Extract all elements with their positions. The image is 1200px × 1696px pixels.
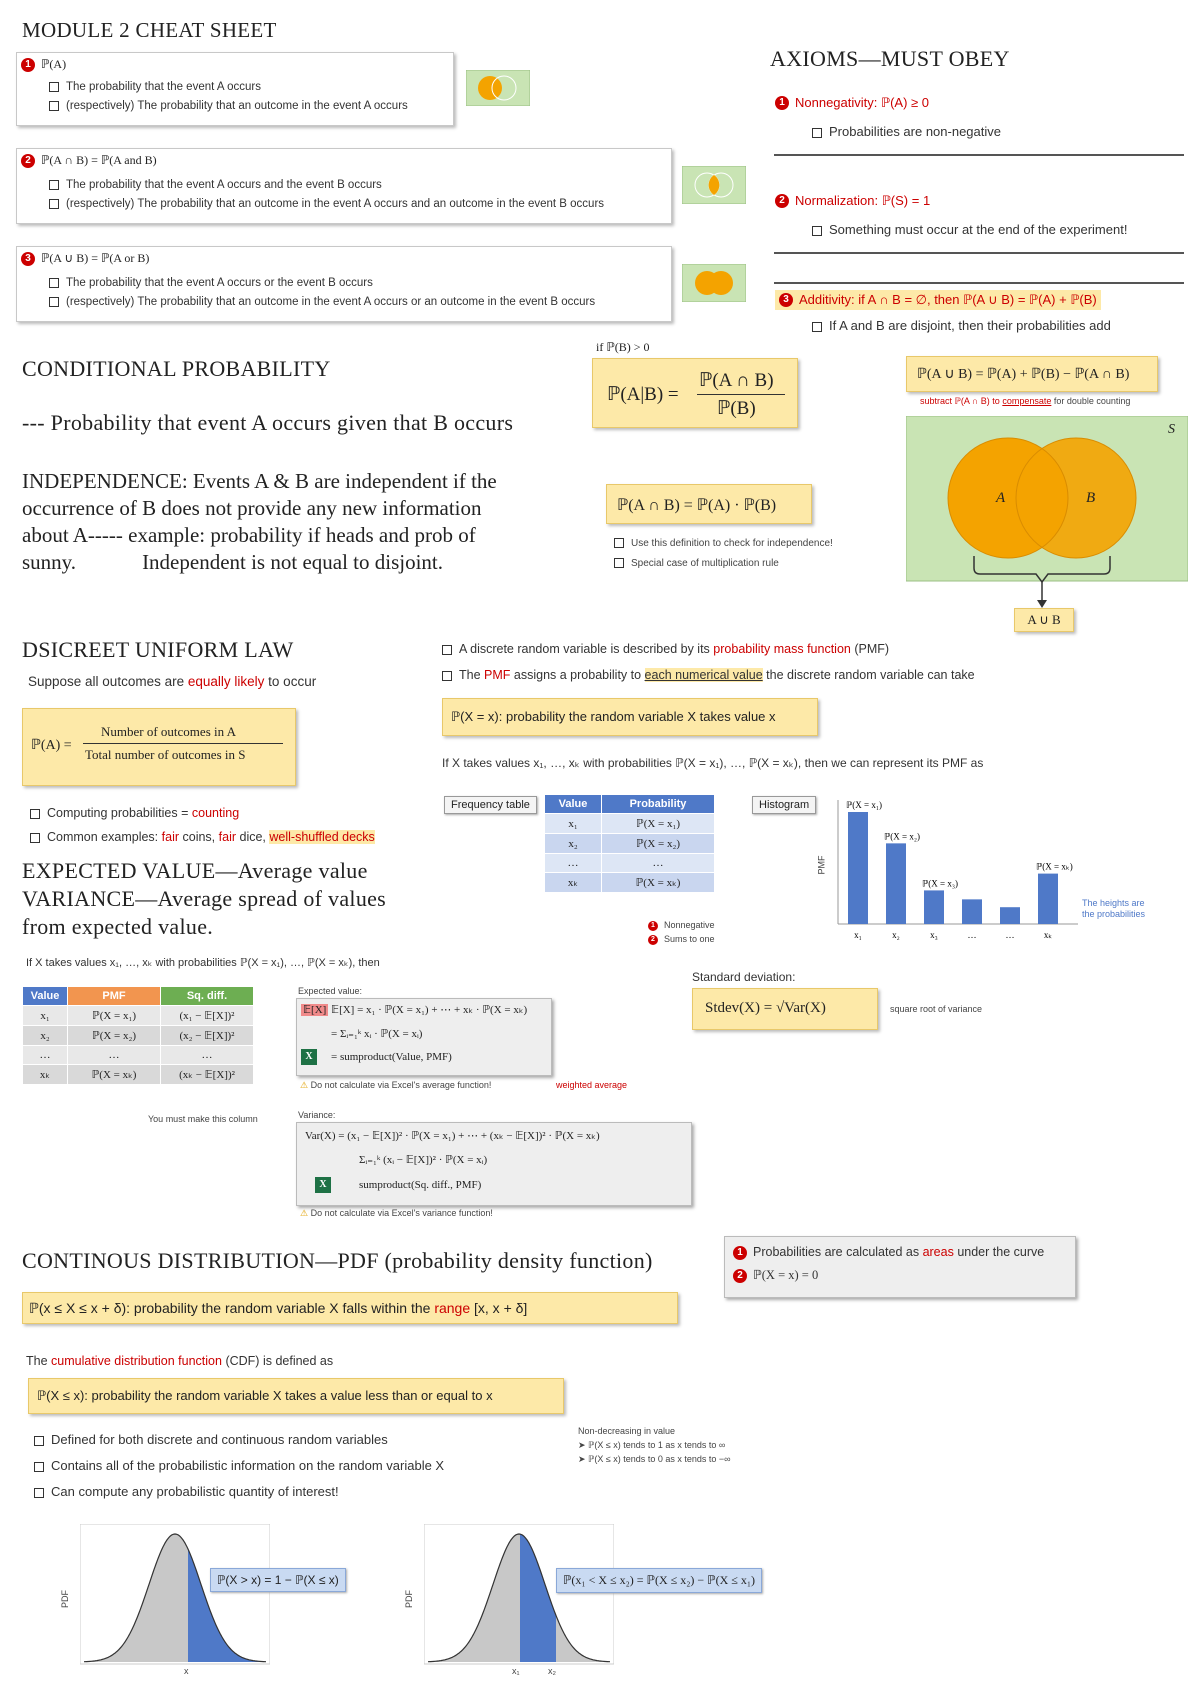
uniform-sub: Suppose all outcomes are equally likely to occur: [28, 674, 317, 689]
checkbox-icon: [812, 128, 822, 138]
histogram-tick-label: x₃: [930, 930, 938, 940]
cdf-side-note-2: ℙ(X ≤ x) tends to 1 as x tends to ∞: [588, 1440, 726, 1450]
formula-denominator: Total number of outcomes in S: [85, 747, 246, 762]
number-badge: 2: [733, 1269, 747, 1283]
ev-box: 𝔼[X] 𝔼[X] = x₁ · ℙ(X = x₁) + ⋯ + xₖ · ℙ(X = xₖ) = Σᵢ₌₁ᵏ xᵢ · ℙ(X = xᵢ) X = sumproduct(Value, PMF): [296, 998, 552, 1076]
sd-label: Standard deviation:: [692, 970, 796, 984]
table-row: x₂ ℙ(X = x₂) (x₂ − 𝔼[X])²: [23, 1026, 254, 1046]
variance-heading: VARIANCE—Average spread of values: [22, 886, 387, 911]
notation-line: (respectively) The probability that an outcome in the event A occurs or an outcome in the event B occurs: [66, 296, 596, 308]
cdf-formula-box: [28, 1378, 564, 1414]
cdf-intro: The cumulative distribution function (CDF) is defined as: [26, 1354, 334, 1368]
pdf-curve-1: [80, 1524, 270, 1674]
table-row: x₁ ℙ(X = x₁): [545, 814, 715, 834]
table-row: xₖ ℙ(X = xₖ): [545, 873, 715, 893]
checkbox-icon: [442, 671, 452, 681]
histogram-tick-label: …: [967, 930, 977, 940]
histogram-bar-label: ℙ(X = x₂): [884, 831, 921, 842]
table-row: x₂ ℙ(X = x₂): [545, 834, 715, 854]
number-badge: 3: [21, 252, 35, 266]
checkbox-icon: [812, 226, 822, 236]
notation-head: ℙ(A ∪ B) = ℙ(A or B): [41, 251, 150, 265]
number-badge: 2: [648, 935, 658, 945]
number-badge: 1: [733, 1246, 747, 1260]
histogram-bar: [1038, 874, 1058, 924]
curve2-formula: ℙ(x₁ < X ≤ x₂) = ℙ(X ≤ x₂) − ℙ(X ≤ x₁): [556, 1568, 762, 1593]
table-row: … …: [545, 854, 715, 873]
axiom-text: If A and B are disjoint, then their probabilities add: [829, 318, 1111, 333]
pdf-y-label: PDF: [404, 1590, 414, 1608]
checkbox-icon: [34, 1462, 44, 1472]
formula-numerator: ℙ(A ∩ B): [699, 370, 774, 391]
formula-numerator: Number of outcomes in A: [101, 724, 237, 739]
curve1-formula: ℙ(X > x) = 1 − ℙ(X ≤ x): [210, 1568, 346, 1592]
ev-formula-1: 𝔼[X] = x₁ · ℙ(X = x₁) + ⋯ + xₖ · ℙ(X = xₖ): [331, 1004, 528, 1016]
venn-and-icon: [682, 166, 746, 204]
number-badge: 1: [775, 96, 789, 110]
checkbox-icon: [30, 833, 40, 843]
formula-denominator: ℙ(B): [717, 398, 756, 419]
var-box: [296, 1122, 692, 1206]
checkbox-icon: [49, 101, 59, 111]
notation-line: (respectively) The probability that an outcome in the event A occurs and an outcome in the event B occurs: [66, 198, 605, 210]
expected-intro: If X takes values x₁, …, xₖ with probabilities ℙ(X = x₁), …, ℙ(X = xₖ), then: [26, 957, 380, 969]
independence-formula-box: [606, 484, 812, 524]
venn-or-icon: [682, 264, 746, 302]
number-badge: 3: [779, 293, 793, 307]
curve2-x-tick-1: x₁: [512, 1666, 520, 1676]
table-row: … … …: [23, 1046, 254, 1065]
table-row: x₁ ℙ(X = x₁) (x₁ − 𝔼[X])²: [23, 1006, 254, 1026]
independence-text: INDEPENDENCE: Events A & B are independent if the occurrence of B does not provide any new information about A----- example: probability if heads and prob of sunny. Independent is not equal to disjoint.: [22, 469, 497, 574]
axiom-text: Probabilities are non-negative: [829, 124, 1001, 139]
cdf-side-note-1: Non-decreasing in value: [578, 1426, 676, 1436]
checkbox-icon: [34, 1436, 44, 1446]
var-label: Variance:: [298, 1110, 336, 1120]
histogram-tick-label: xₖ: [1043, 930, 1053, 940]
notation-line: The probability that the event A occurs or the event B occurs: [66, 277, 373, 289]
uniform-heading: DSICREET UNIFORM LAW: [22, 637, 294, 662]
formula-lhs: ℙ(A) =: [31, 738, 72, 753]
histogram-bar: [924, 890, 944, 924]
venn-label-b: B: [1086, 490, 1096, 506]
uniform-formula-box: [22, 708, 296, 786]
notation-head: ℙ(A ∩ B) = ℙ(A and B): [41, 153, 157, 167]
sd-formula: Stdev(X) = √Var(X): [705, 1000, 826, 1016]
checkbox-icon: [49, 199, 59, 209]
expected-table: Value PMF Sq. diff. x₁ ℙ(X = x₁) (x₁ − 𝔼[X])² x₂ ℙ(X = x₂) (x₂ − 𝔼[X])² … … … xₖ ℙ(X = xₖ) (xₖ − 𝔼[X])²: [22, 986, 254, 1085]
union-label-box: A ∪ B: [1014, 608, 1074, 632]
ev-formula-3: = sumproduct(Value, PMF): [331, 1051, 452, 1063]
checkbox-icon: [49, 297, 59, 307]
axiom-title: Normalization: ℙ(S) = 1: [795, 193, 931, 208]
ev-side-note: weighted average: [556, 1080, 628, 1090]
histogram-tick-label: …: [1005, 930, 1015, 940]
var-formula-3: sumproduct(Sq. diff., PMF): [359, 1179, 482, 1191]
union-note: subtract ℙ(A ∩ B) to compensate for double counting: [920, 396, 1131, 406]
checkbox-icon: [49, 82, 59, 92]
continuous-notes-box: 1 Probabilities are calculated as areas under the curve 2 ℙ(X = x) = 0: [724, 1236, 1076, 1298]
pdf-formula-box: ℙ(x ≤ X ≤ x + δ): probability the random variable X falls within the range [x, x + δ]: [22, 1292, 678, 1324]
sd-note: square root of variance: [890, 1004, 983, 1014]
checkbox-icon: [614, 558, 624, 568]
ev-label: Expected value:: [298, 986, 363, 996]
table-row: xₖ ℙ(X = xₖ) (xₖ − 𝔼[X])²: [23, 1065, 254, 1085]
frequency-table: Value Probability x₁ ℙ(X = x₁) x₂ ℙ(X = x₂) … … xₖ ℙ(X = xₖ): [544, 794, 715, 893]
venn-union-diagram: [906, 416, 1188, 636]
page-title: MODULE 2 CHEAT SHEET: [22, 18, 277, 42]
notation-card-3: [16, 246, 672, 322]
checkbox-icon: [34, 1488, 44, 1498]
cdf-side-note-3: ℙ(X ≤ x) tends to 0 as x tends to −∞: [588, 1454, 731, 1464]
warning-icon: ⚠: [300, 1208, 309, 1218]
checkbox-icon: [442, 645, 452, 655]
histogram-bar: [962, 899, 982, 924]
number-badge: 2: [775, 194, 789, 208]
var-formula-1: Var(X) = (x₁ − 𝔼[X])² · ℙ(X = x₁) + ⋯ + (xₖ − 𝔼[X])² · ℙ(X = xₖ): [305, 1130, 600, 1142]
checkbox-icon: [30, 809, 40, 819]
pdf-y-label: PDF: [60, 1590, 70, 1608]
divider: [774, 282, 1184, 284]
pmf-formula: ℙ(X = x): probability the random variable X takes value x: [451, 709, 776, 724]
histogram-y-label: PMF: [816, 855, 827, 875]
conditional-condition: if ℙ(B) > 0: [596, 340, 650, 354]
notation-line: (respectively) The probability that an outcome in the event A occurs: [66, 100, 408, 112]
pmf-formula-box: [442, 698, 818, 736]
warning-icon: ⚠: [300, 1080, 309, 1090]
notation-line: The probability that the event A occurs and the event B occurs: [66, 179, 382, 191]
checkbox-icon: [49, 180, 59, 190]
expected-heading: EXPECTED VALUE—Average value: [22, 858, 368, 883]
histogram-bar: [886, 843, 906, 924]
venn-label-s: S: [1168, 422, 1175, 437]
curve2-x-tick-2: x₂: [548, 1666, 556, 1676]
axioms-heading: AXIOMS—MUST OBEY: [770, 46, 1010, 71]
number-badge: 2: [21, 154, 35, 168]
sd-formula-box: [692, 988, 878, 1030]
conditional-desc: --- Probability that event A occurs given that B occurs: [22, 410, 514, 435]
notation-line: The probability that the event A occurs: [66, 81, 261, 93]
ev-formula-2: = Σᵢ₌₁ᵏ xᵢ · ℙ(X = xᵢ): [331, 1028, 423, 1040]
histogram-tick-label: x₁: [854, 930, 862, 940]
axiom-title: Additivity: if A ∩ B = ∅, then ℙ(A ∪ B) = ℙ(A) + ℙ(B): [799, 292, 1097, 307]
number-badge: 1: [648, 921, 658, 931]
histogram-bar-label: ℙ(X = xₖ): [1036, 861, 1073, 872]
divider: [774, 252, 1184, 254]
variance-heading-cont: from expected value.: [22, 914, 214, 939]
histogram-tick-label: x₂: [892, 930, 900, 940]
conditional-formula-box: [592, 358, 798, 428]
histogram-label: Histogram: [752, 796, 816, 814]
column-note: You must make this column: [148, 1114, 258, 1124]
histogram-bar-label: ℙ(X = x₁): [846, 800, 883, 810]
number-badge: 1: [21, 58, 35, 72]
independence-formula: ℙ(A ∩ B) = ℙ(A) · ℙ(B): [617, 497, 777, 514]
excel-icon: X: [301, 1049, 317, 1065]
venn-label-a: A: [996, 490, 1006, 506]
conditional-heading: CONDITIONAL PROBABILITY: [22, 356, 331, 381]
var-formula-2: Σᵢ₌₁ᵏ (xᵢ − 𝔼[X])² · ℙ(X = xᵢ): [359, 1154, 488, 1166]
continuous-heading: CONTINOUS DISTRIBUTION—PDF (probability density function): [22, 1248, 653, 1273]
axiom-text: Something must occur at the end of the experiment!: [829, 222, 1128, 237]
histogram-bar: [848, 812, 868, 924]
histogram-bar: [1000, 907, 1020, 924]
notation-head: ℙ(A): [41, 57, 67, 71]
curve1-x-tick: x: [184, 1666, 189, 1676]
cdf-formula: ℙ(X ≤ x): probability the random variable X takes a value less than or equal to x: [37, 1388, 493, 1403]
venn-a-icon: [466, 70, 530, 106]
formula-lhs: ℙ(A|B) =: [607, 384, 679, 405]
notation-card-1: [16, 52, 454, 126]
union-formula-box: [906, 356, 1158, 392]
notation-card-2: [16, 148, 672, 224]
pmf-histogram: [816, 796, 1156, 946]
independence-label: INDEPENDENCE: [22, 469, 182, 493]
histogram-note: The heights are the probabilities: [1082, 898, 1146, 919]
pdf-curve-2: [424, 1524, 614, 1674]
pmf-intro: If X takes values x₁, …, xₖ with probabilities ℙ(X = x₁), …, ℙ(X = xₖ), then we can represent its PMF as: [442, 756, 984, 770]
frequency-table-label: Frequency table: [444, 796, 537, 814]
divider: [774, 154, 1184, 156]
excel-icon: X: [315, 1177, 331, 1193]
checkbox-icon: [49, 278, 59, 288]
axiom-title: Nonnegativity: ℙ(A) ≥ 0: [795, 95, 930, 110]
histogram-bar-label: ℙ(X = x₃): [922, 878, 959, 889]
checkbox-icon: [614, 538, 624, 548]
union-formula: ℙ(A ∪ B) = ℙ(A) + ℙ(B) − ℙ(A ∩ B): [917, 367, 1130, 382]
checkbox-icon: [812, 322, 822, 332]
